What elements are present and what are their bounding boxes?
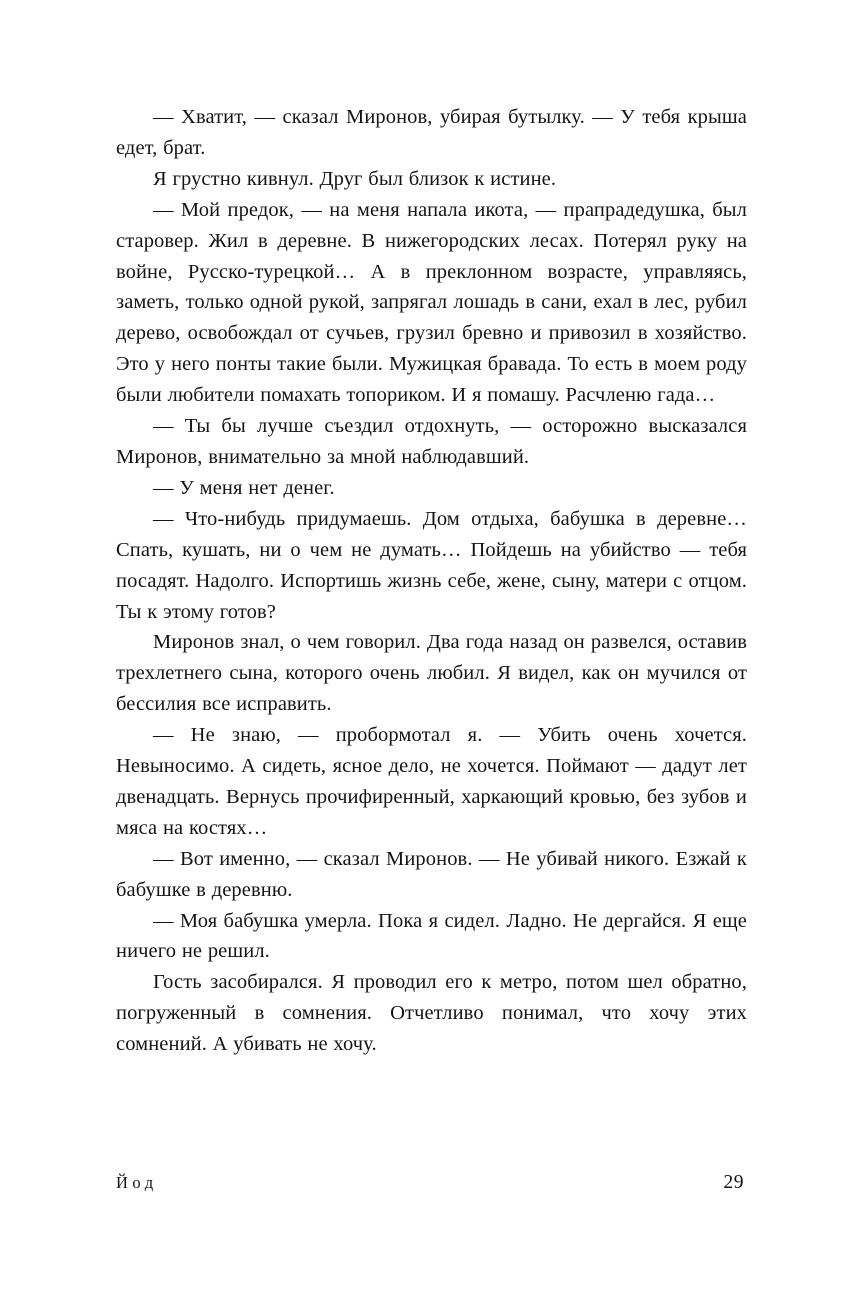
text-block — [116, 102, 747, 1060]
paragraph: — Моя бабушка умерла. Пока я сидел. Ладно. Не дергайся. Я еще ничего не решил. — [116, 909, 747, 963]
page-footer — [116, 1172, 744, 1194]
paragraph: — Ты бы лучше съездил отдохнуть, — осторожно высказался Миронов, внимательно за мной наблюдавший. — [116, 415, 747, 468]
running-title: Йод — [116, 1173, 158, 1192]
paragraph: — Мой предок, — на меня напала икота, — прапрадедушка, был старовер. Жил в деревне. В нижегородских лесах. Потерял руку на войне, Русско-турецкой… А в преклонном возрасте, управляясь, заметь, только одной рукой, запрягал лошадь в сани, ехал в лес, рубил дерево, освобождал от сучьев, грузил бревно и привозил в хозяйство. Это у него понты такие были. Мужицкая бравада. То есть в моем роду были любители помахать топориком. И я помашу. Расчленю гада… — [116, 198, 747, 407]
paragraph: — Хватит, — сказал Миронов, убирая бутылку. — У тебя крыша едет, брат. — [116, 106, 747, 159]
page-number: 29 — [723, 1172, 744, 1193]
paragraph: Миронов знал, о чем говорил. Два года назад он развелся, оставив трехлетнего сына, которого очень любил. Я видел, как он мучился от бессилия все исправить. — [116, 631, 747, 716]
paragraph: — Что-нибудь придумаешь. Дом отдыха, бабушка в деревне… Спать, кушать, ни о чем не думать… Пойдешь на убийство — тебя посадят. Надолго. Испортишь жизнь себе, жене, сыну, матери с отцом. Ты к этому готов? — [116, 507, 747, 623]
paragraph: — У меня нет денег. — [153, 476, 335, 499]
paragraph: — Не знаю, — пробормотал я. — Убить очень хочется. Невыносимо. А сидеть, ясное дело, не хочется. Поймают — дадут лет двенадцать. Вернусь прочифиренный, харкающий кровью, без зубов и мяса на костях… — [116, 724, 747, 839]
paragraph: — Вот именно, — сказал Миронов. — Не убивай никого. Езжай к бабушке в деревню. — [116, 847, 747, 901]
paragraph: Гость засобирался. Я проводил его к метро, потом шел обратно, погруженный в сомнения. Отчетливо понимал, что хочу этих сомнений. А убивать не хочу. — [116, 971, 747, 1056]
paragraph: Я грустно кивнул. Друг был близок к истине. — [153, 167, 557, 190]
